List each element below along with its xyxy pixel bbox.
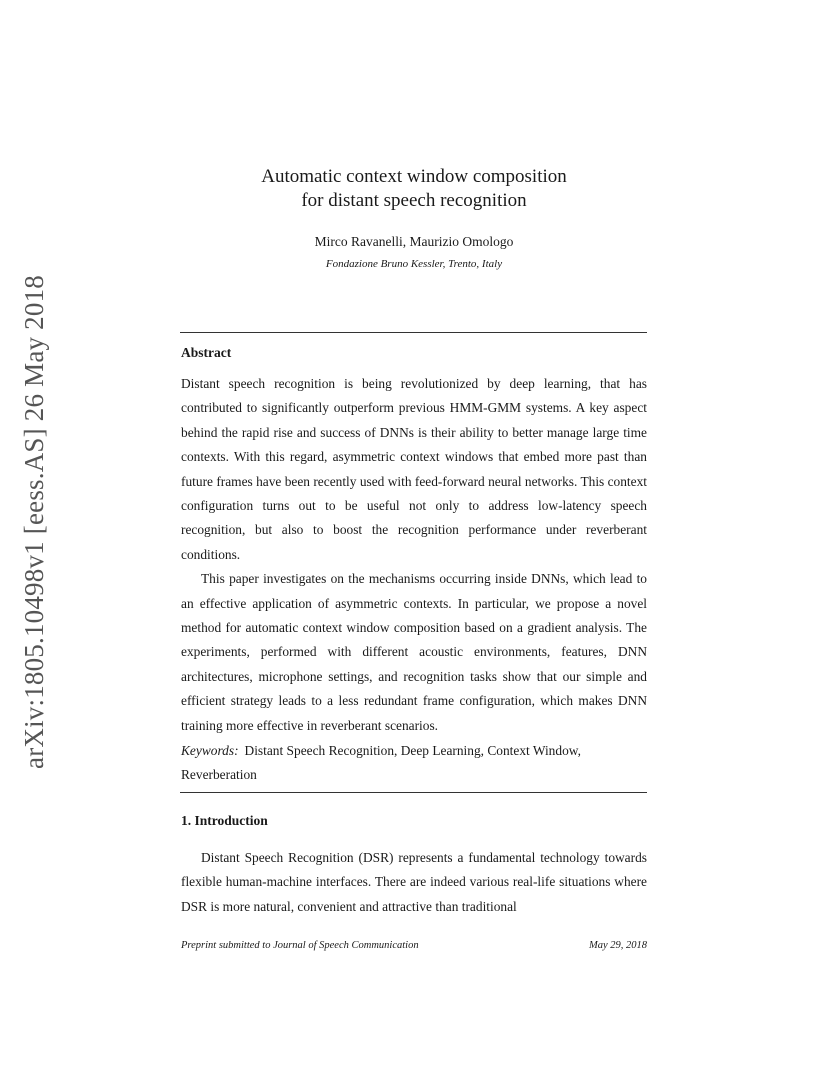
footer-preprint-note: Preprint submitted to Journal of Speech Communication <box>181 940 419 951</box>
title-line-2: for distant speech recognition <box>301 190 527 211</box>
keywords-text: Distant Speech Recognition, Deep Learning, Context Window, Reverberation <box>181 743 581 783</box>
section-heading-introduction: 1. Introduction <box>181 813 268 828</box>
abstract-body <box>181 372 647 738</box>
keywords-label: Keywords: <box>181 743 239 758</box>
bottom-rule <box>180 792 647 793</box>
affiliation: Fondazione Bruno Kessler, Trento, Italy <box>325 258 503 270</box>
paper-title <box>180 165 648 213</box>
arxiv-stamp: arXiv:1805.10498v1 [eess.AS] 26 May 2018 <box>19 275 49 769</box>
keywords <box>181 739 647 788</box>
abstract-paragraph-1: Distant speech recognition is being revolutionized by deep learning, that has contributed to significantly outperform previous HMM-GMM systems. A key aspect behind the rapid rise and success of DNNs is their ability to better manage large time contexts. With this regard, asymmetric context windows that embed more past than future frames have been recently used with feed-forward neural networks. This context configuration turns out to be useful not only to address low-latency speech recognition, but also to boost the recognition performance under reverberant conditions. <box>181 376 648 562</box>
authors: Mirco Ravanelli, Maurizio Omologo <box>314 234 514 249</box>
abstract-heading: Abstract <box>181 345 232 360</box>
abstract-paragraph-2: This paper investigates on the mechanisms occurring inside DNNs, which lead to an effective application of asymmetric contexts. In particular, we propose a novel method for automatic context window composition based on a gradient analysis. The experiments, performed with different acoustic environments, features, DNN architectures, microphone settings, and recognition tasks show that our simple and efficient strategy leads to a less redundant frame configuration, which makes DNN training more effective in reverberant scenarios. <box>181 571 647 733</box>
top-rule <box>180 332 647 333</box>
title-line-1: Automatic context window composition <box>261 166 567 187</box>
introduction-paragraph: Distant Speech Recognition (DSR) represents a fundamental technology towards flexible human-machine interfaces. There are indeed various real-life situations where DSR is more natural, convenient and attractive than traditional <box>181 850 647 914</box>
footer-date: May 29, 2018 <box>588 940 647 951</box>
